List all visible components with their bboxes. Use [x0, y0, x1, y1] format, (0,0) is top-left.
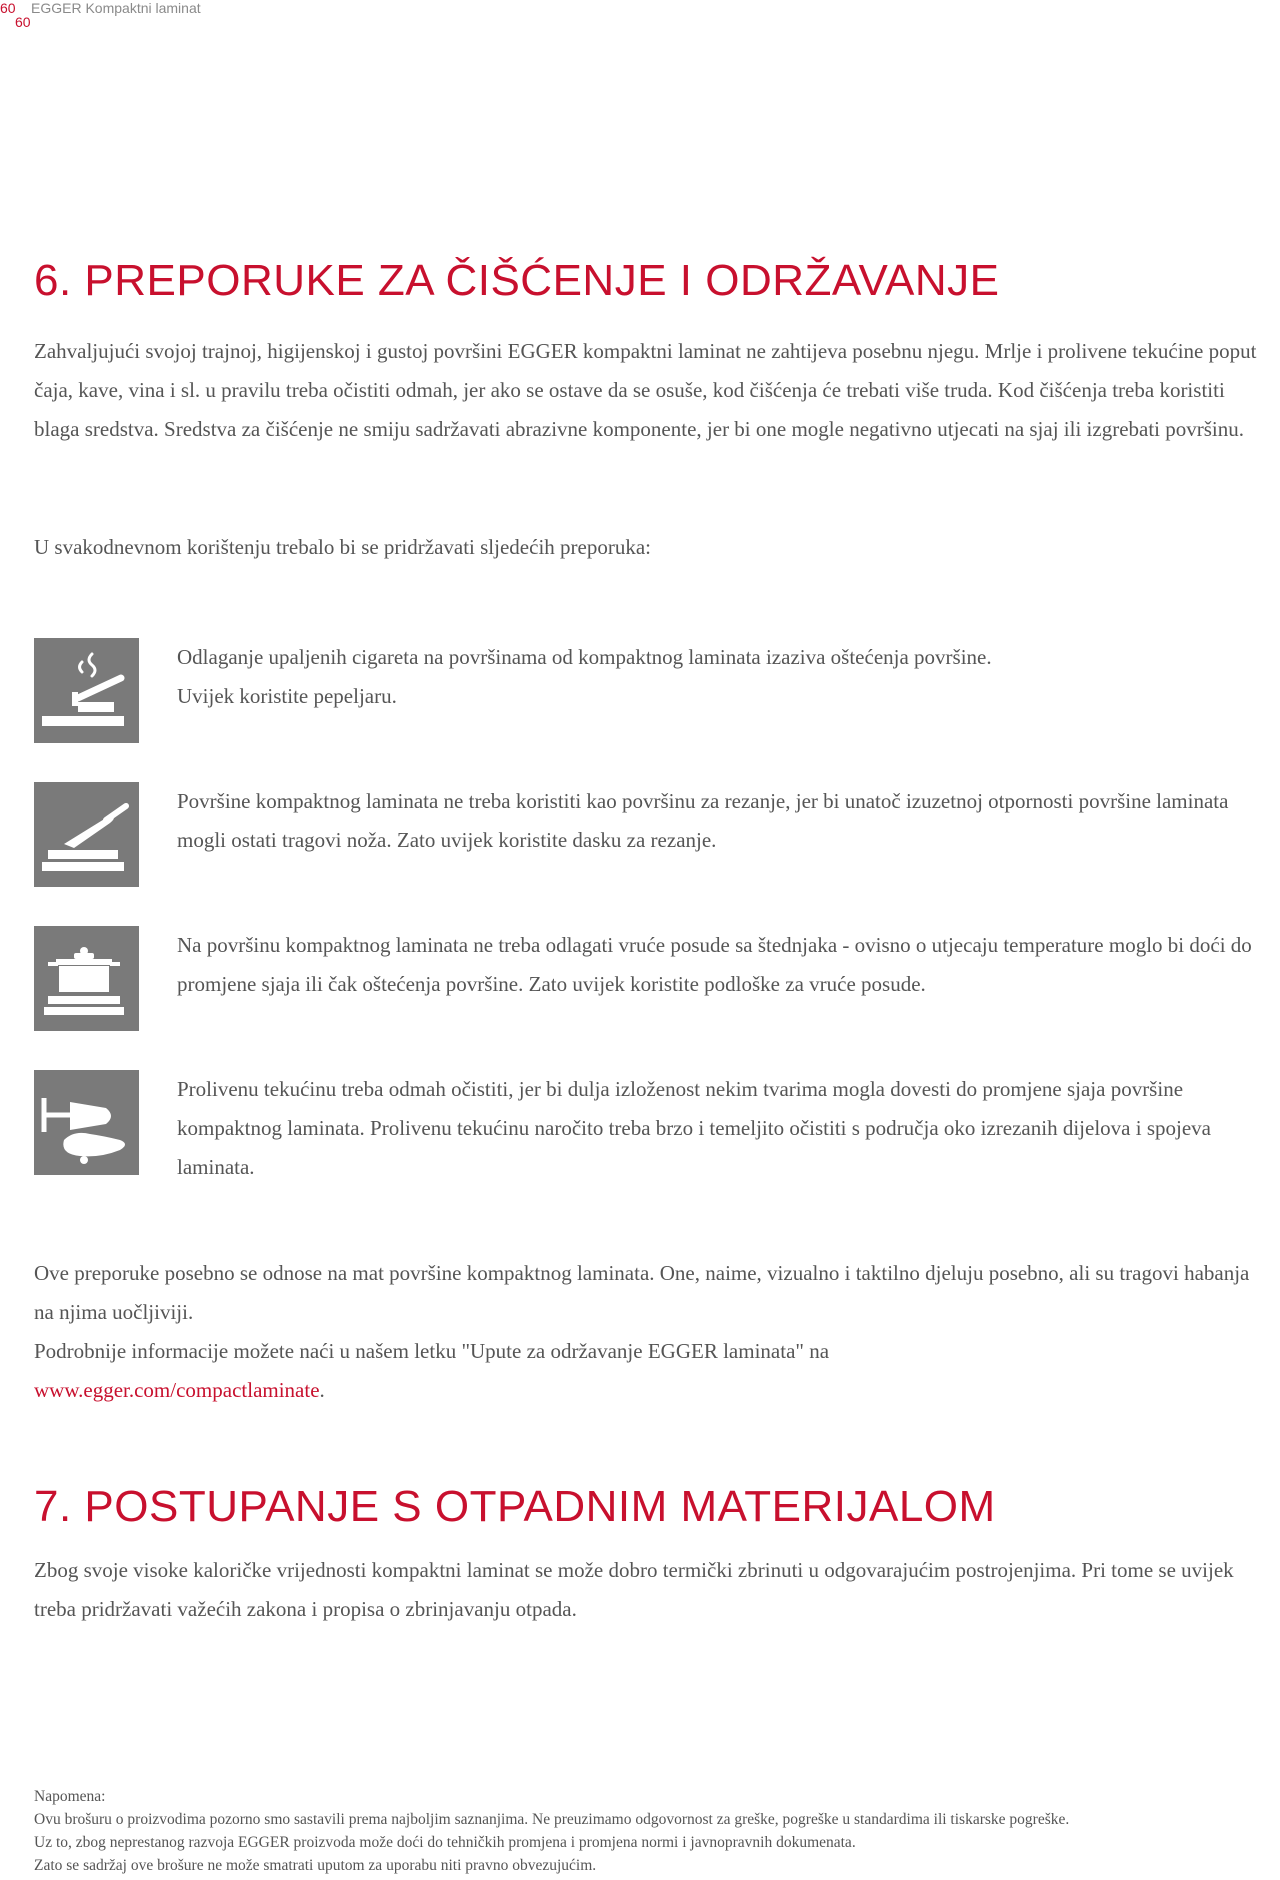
disclaimer-note: [34, 1785, 1274, 1877]
hot-pot-icon: [34, 926, 139, 1031]
document-title: EGGER Kompaktni laminat: [31, 0, 201, 16]
page-number-repeat: 60: [15, 14, 31, 30]
note-line: Ovu brošuru o proizvodima pozorno smo sastavili prema najboljim saznanjima. Ne preuzimamo odgovornost za greške, pogreške u standardima ili tiskarske pogreške.: [34, 1811, 1070, 1828]
section-7-heading: 7. POSTUPANJE S OTPADNIM MATERIJALOM: [34, 1482, 996, 1531]
page-number: 60: [0, 0, 16, 16]
recommendation-text: Odlaganje upaljenih cigareta na površinama od kompaktnog laminata izaziva oštećenja površine. Uvijek koristite pepeljaru.: [177, 645, 992, 708]
section-6-intro: Zahvaljujući svojoj trajnoj, higijenskoj i gustoj površini EGGER kompaktni laminat ne zahtijeva posebnu njegu. Mrlje i prolivene tekućine poput čaja, kave, vina i sl. u pravilu treba očistiti odmah, jer ako se ostave da se osuše, kod čišćenja će trebati više truda. Kod čišćenja treba koristiti blaga sredstva. Sredstva za čišćenje ne smiju sadržavati abrazivne komponente, jer bi one mogle negativno utjecati na sjaj ili izgrebati površinu.: [34, 339, 1257, 441]
note-label: Napomena:: [34, 1788, 106, 1805]
spilled-glass-icon: [34, 1070, 139, 1175]
recommendation-text: Na površinu kompaktnog laminata ne treba odlagati vruće posude sa štednjaka - ovisno o utjecaju temperature moglo bi doći do promjene sjaja ili čak oštećenja površine. Zato uvijek koristite podloške za vruće posude.: [177, 933, 1252, 996]
more-info-text: Podrobnije informacije možete naći u našem letku "Upute za održavanje EGGER laminata" na: [34, 1339, 830, 1363]
knife-icon: [34, 782, 139, 887]
cigarette-icon: [34, 638, 139, 743]
section-6-closing: [34, 1254, 1274, 1410]
recommendation-text: Prolivenu tekućinu treba odmah očistiti, jer bi dulja izloženost nekim tvarima mogla dovesti do promjene sjaja površine kompaktnog laminata. Prolivenu tekućinu naročito treba brzo i temeljito očistiti s područja oko izrezanih dijelova i spojeva laminata.: [177, 1077, 1211, 1179]
closing-text: Ove preporuke posebno se odnose na mat površine kompaktnog laminata. One, naime, vizualno i taktilno djeluju posebno, ali su tragovi habanja na njima uočljiviji.: [34, 1261, 1250, 1324]
section-6-heading: 6. PREPORUKE ZA ČIŠĆENJE I ODRŽAVANJE: [34, 256, 1000, 305]
note-line: Zato se sadržaj ove brošure ne može smatrati uputom za uporabu niti pravno obvezujućim.: [34, 1857, 597, 1874]
compactlaminate-link[interactable]: www.egger.com/compactlaminate: [34, 1378, 320, 1402]
note-line: Uz to, zbog neprestanog razvoja EGGER proizvoda može doći do tehničkih promjena i promjena normi i javnopravnih dokumenata.: [34, 1834, 856, 1851]
recommendation-text: Površine kompaktnog laminata ne treba koristiti kao površinu za rezanje, jer bi unatoč izuzetnoj otpornosti površine laminata mogli ostati tragovi noža. Zato uvijek koristite dasku za rezanje.: [177, 789, 1229, 852]
section-7-text: Zbog svoje visoke kaloričke vrijednosti kompaktni laminat se može dobro termički zbrinuti u odgovarajućim postrojenjima. Pri tome se uvijek treba pridržavati važećih zakona i propisa o zbrinjavanju otpada.: [34, 1558, 1234, 1621]
link-suffix: .: [319, 1378, 325, 1402]
link-line: [34, 1371, 1274, 1410]
section-6-lead: U svakodnevnom korištenju trebalo bi se pridržavati sljedećih preporuka:: [34, 535, 651, 559]
